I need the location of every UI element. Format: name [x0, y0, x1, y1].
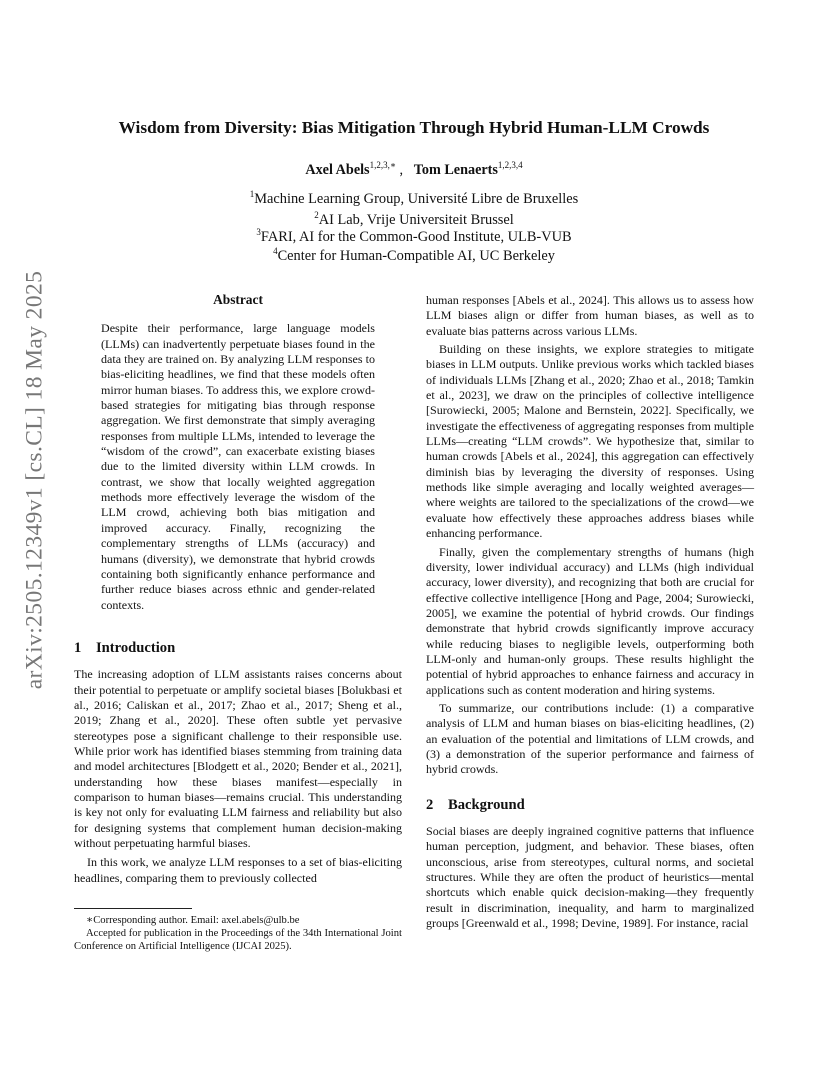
arxiv-identifier	[10, 270, 60, 690]
affiliation-mark: 2	[314, 210, 319, 220]
author-name: Axel Abels	[305, 162, 370, 178]
footnote: Accepted for publication in the Proceedings of the 34th International Joint Conference on Artificial Intelligence (IJCAI 2025).	[74, 928, 402, 953]
affiliation-text: AI Lab, Vrije Universiteit Brussel	[318, 212, 514, 228]
arxiv-identifier-text: arXiv:2505.12349v1 [cs.CL] 18 May 2025	[21, 270, 48, 690]
body-paragraph: human responses [Abels et al., 2024]. This allows us to assess how LLM biases align or differ from human biases, as well as to evaluate bias patterns across various LLMs.	[426, 293, 754, 338]
section-title: Background	[448, 796, 525, 813]
section-heading-introduction	[74, 641, 402, 656]
footnotes	[74, 908, 402, 954]
section-title: Introduction	[96, 639, 176, 656]
author-affiliation-marks: 1,2,3,∗	[369, 160, 396, 170]
body-paragraph: Building on these insights, we explore strategies to mitigate biases in LLM outputs. Unlike previous works which tackled biases of individuals LLMs [Zhang et al., 2020; Zhao et al., 2018; Tamkin et al., 2023], we draw on the principles of collective intelligence [Surowiecki, 2005; Malone and Bernstein, 2022]. Specifically, we investigate the effectiveness of aggregating responses from multiple LLMs—creating “LLM crowds”. We hypothesize that, similar to human crowds [Abels et al., 2024], this aggregation can effectively diminish bias by leveraging the diversity of responses. Using methods like simple averaging and locally weighted averages—where weights are tailored to the specializations of the crowd—we evaluate how effectively these approaches address biases while enhancing performance.	[426, 342, 754, 541]
body-paragraph: To summarize, our contributions include: (1) a comparative analysis of LLM and human biases on bias-eliciting headlines, (2) an evaluation of the potential and limitations of LLM crowds, and (3) a demonstration of the superior performance and fairness of hybrid crowds.	[426, 700, 754, 777]
author-affiliation-marks: 1,2,3,4	[497, 160, 523, 170]
affiliation-text: Center for Human-Compatible AI, UC Berkeley	[277, 248, 555, 264]
author-list: Axel Abels$^{1,2,3,∗}$ , Tom Lenaerts$^{1,2,3,4}$	[305, 160, 523, 178]
affiliation-mark: 1	[249, 189, 255, 199]
body-paragraph: Finally, given the complementary strengths of humans (high diversity, lower individual accuracy) and LLMs (high individual accuracy, lower diversity), and recognizing that both are crucial for effective collective intelligence [Hong and Page, 2004; Surowiecki, 2005], we examine the potential of hybrid crowds. Our findings demonstrate that hybrid crowds significantly improve accuracy while reducing biases to negligible levels, outperforming both LLM-only and human-only groups. These results highlight the potential of hybrid approaches to enhance fairness and accuracy in applications such as content moderation and hiring systems.	[426, 544, 754, 697]
affiliation-line	[70, 241, 758, 267]
footnote: ∗Corresponding author. Email: axel.abels@ulb.be	[86, 915, 300, 926]
section-number: 2	[426, 796, 434, 813]
section-number: 1	[74, 639, 82, 656]
abstract-text: Despite their performance, large language models (LLMs) can inadvertently perpetuate biases found in the data they are trained on. By analyzing LLM responses to bias-eliciting headlines, we find that these models often mirror human biases. To address this, we explore crowd-based strategies for mitigating bias through response aggregation. We first demonstrate that simply averaging responses from multiple LLMs, intended to leverage the “wisdom of the crowd”, can exacerbate existing biases due to the limited diversity within LLM crowds. In contrast, we show that locally weighted aggregation methods more effectively leverage the wisdom of the LLM crowd, achieving both bias mitigation and improved accuracy. Finally, recognizing the complementary strengths of LLMs (accuracy) and humans (diversity), we demonstrate that hybrid crowds containing both significantly enhance performance and further reduce biases across ethnic and gender-related contexts.	[101, 321, 375, 612]
affiliation-mark: 3	[256, 227, 261, 237]
body-paragraph: The increasing adoption of LLM assistants raises concerns about their potential to perpetuate or amplify societal biases [Bolukbasi et al., 2016; Caliskan et al., 2017; Zhao et al., 2017; Sheng et al., 2019; Zhang et al., 2020]. These often subtle yet pervasive stereotypes pose a significant challenge to their responsible use. While prior work has identified biases stemming from training data and model architectures [Blodgett et al., 2020; Bender et al., 2021], understanding how these biases manifest—especially in comparison to human biases—remains crucial. This understanding is key not only for evaluating LLM fairness and reliability but also for designing systems that complement human decision-making without perpetuating harmful biases.	[74, 667, 402, 850]
left-column	[74, 292, 402, 886]
body-paragraph: Social biases are deeply ingrained cognitive patterns that influence human perception, judgment, and behavior. These biases, often unconscious, arise from stereotypes, cultural norms, and societal structures. While they are often the product of heuristics—mental shortcuts which enable quick decision-making—they frequently result in discrimination, inequality, and harm to marginalized groups [Greenwald et al., 1998; Devine, 1989]. For instance, racial	[426, 824, 754, 931]
right-column	[426, 293, 754, 931]
affiliation-mark: 4	[273, 246, 278, 256]
affiliation-text: Machine Learning Group, Université Libre de Bruxelles	[254, 191, 579, 207]
body-paragraph: In this work, we analyze LLM responses to a set of bias-eliciting headlines, comparing them to previously collected	[74, 855, 402, 885]
author-name: Tom Lenaerts	[413, 162, 498, 178]
footnote-rule	[74, 908, 192, 909]
abstract-heading: Abstract	[213, 292, 263, 307]
section-heading-background	[426, 798, 754, 813]
paper-title: Wisdom from Diversity: Bias Mitigation Through Hybrid Human-LLM Crowds	[118, 118, 710, 137]
affiliation-text: FARI, AI for the Common-Good Institute, ULB-VUB	[260, 229, 572, 245]
